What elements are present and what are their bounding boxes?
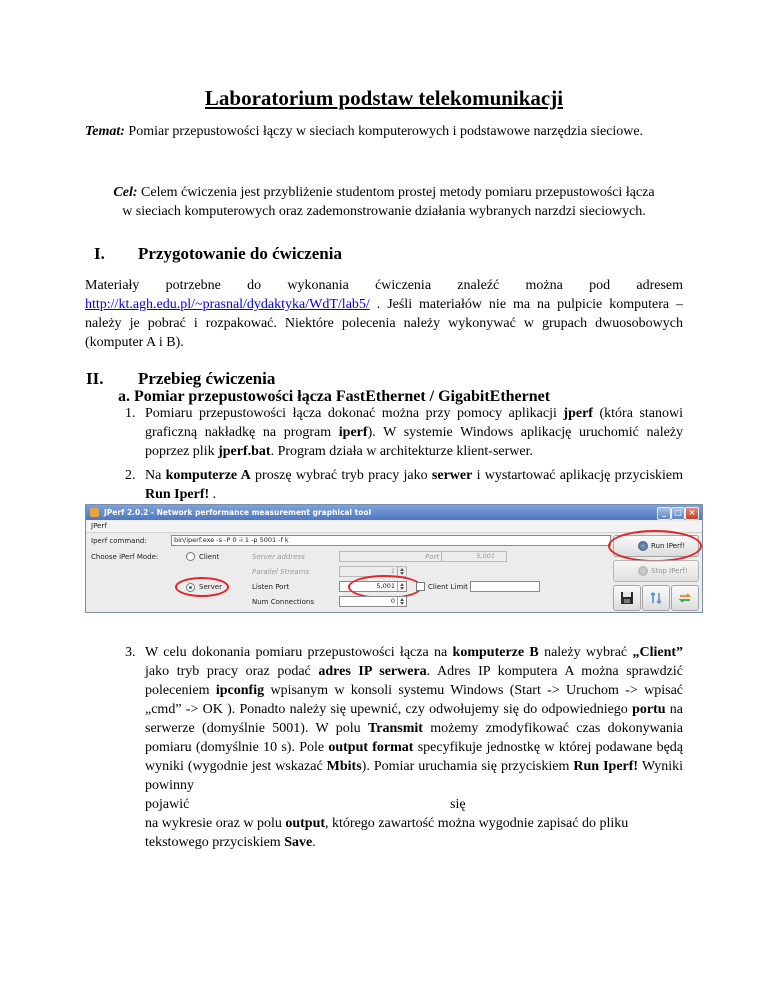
server-highlight-ring bbox=[175, 577, 229, 597]
section-1-title: Przygotowanie do ćwiczenia bbox=[138, 244, 342, 263]
client-radio[interactable] bbox=[186, 552, 195, 561]
item-3-text: W celu dokonania pomiaru przepustowości łącza na bbox=[145, 645, 448, 660]
parallel-streams-value: 1 bbox=[390, 567, 395, 575]
port-label: Port bbox=[425, 553, 440, 561]
maximize-icon[interactable]: □ bbox=[671, 507, 685, 520]
item-3-client: „Client” bbox=[632, 645, 684, 660]
item-3-run-iperf: Run Iperf! bbox=[573, 759, 639, 774]
item-2-server: serwer bbox=[431, 468, 473, 483]
num-connections-spinner-icon[interactable] bbox=[397, 597, 406, 606]
item-3-text: się bbox=[450, 797, 466, 812]
document-title: Laboratorium podstaw telekomunikacji bbox=[204, 86, 564, 110]
list-item-3 bbox=[125, 643, 684, 850]
item-3-text: specyfikuje jednostkę w której podawane będą wyniki (wygodnie jest wskazać bbox=[145, 740, 683, 774]
num-connections-value: 0 bbox=[390, 597, 395, 605]
jperf-window bbox=[85, 504, 703, 613]
item-3-text: . bbox=[312, 835, 316, 850]
client-port-field[interactable] bbox=[441, 551, 507, 562]
section-1-line-1: Materiały potrzebne do wykonania ćwiczenia znaleźć można pod adresem bbox=[85, 278, 683, 293]
section-1-number: I. bbox=[94, 244, 105, 263]
section-2-title: Przebieg ćwiczenia bbox=[138, 369, 276, 388]
parallel-streams-spinner-icon[interactable] bbox=[397, 567, 406, 576]
run-button-highlight-ring bbox=[608, 530, 702, 562]
item-3-output: output bbox=[285, 816, 326, 831]
client-limit-label: Client Limit bbox=[428, 583, 468, 591]
item-3-text: Wyniki powinny bbox=[145, 759, 684, 793]
materials-link[interactable]: http://kt.agh.edu.pl/~prasnal/dydaktyka/WdT/lab5/ bbox=[85, 297, 370, 312]
list-item-3-number: 3. bbox=[125, 645, 136, 660]
item-2-run-iperf: Run Iperf! bbox=[145, 487, 210, 502]
client-limit-checkbox[interactable] bbox=[416, 582, 425, 591]
item-3-text: , którego zawartość można wygodnie zapisać do pliku tekstowego przyciskiem bbox=[145, 816, 629, 850]
item-1-text: (która stanowi graficzną nakładkę na program bbox=[145, 406, 684, 440]
jperf-menubar bbox=[86, 521, 702, 533]
iperf-command-value: bin/iperf.exe -s -P 0 -i 1 -p 5001 -f k bbox=[174, 536, 289, 544]
transfer-icon bbox=[649, 591, 663, 605]
section-2-number: II. bbox=[86, 369, 104, 388]
list-item-2 bbox=[125, 466, 683, 506]
item-1-iperf: iperf bbox=[338, 425, 368, 440]
item-3-text: . Adres IP komputera A można sprawdzić poleceniem bbox=[145, 664, 683, 698]
item-1-text: ). W systemie Windows aplikację uruchomić należy poprzez plik bbox=[145, 425, 684, 459]
jperf-title-bar bbox=[86, 505, 702, 520]
client-limit-field[interactable] bbox=[470, 581, 540, 592]
item-3-text: na wykresie oraz w polu bbox=[145, 816, 282, 831]
section-1-paragraph bbox=[85, 276, 683, 352]
item-3-text: pojawić bbox=[145, 797, 190, 812]
item-3-server-ip: adres IP serwera bbox=[318, 664, 427, 679]
cel-text: Celem ćwiczenia jest przybliżenie studentom prostej metody pomiaru przepustowości łącza w sieciach komputerowych oraz zademonstrowanie działania wybranych narzdzi sieciowych. bbox=[122, 185, 655, 219]
item-3-port: portu bbox=[632, 702, 666, 717]
transfer-button[interactable] bbox=[642, 585, 670, 611]
item-1-jperf: jperf bbox=[563, 406, 593, 421]
item-3-transmit: Transmit bbox=[367, 721, 423, 736]
iperf-command-field[interactable] bbox=[171, 535, 611, 546]
listen-port-label: Listen Port bbox=[252, 583, 290, 591]
refresh-icon bbox=[678, 591, 692, 605]
num-connections-label: Num Connections bbox=[252, 598, 314, 606]
menu-jperf[interactable]: JPerf bbox=[91, 522, 107, 530]
item-2-text: Na bbox=[145, 468, 162, 483]
temat-text: Pomiar przepustowości łączy w sieciach komputerowych i podstawowe narzędzia sieciowe. bbox=[128, 124, 644, 139]
jperf-window-title: JPerf 2.0.2 - Network performance measurement graphical tool bbox=[104, 508, 372, 517]
list-item-2-number: 2. bbox=[125, 468, 136, 483]
item-2-text: i wystartować aplikację przyciskiem bbox=[476, 468, 684, 483]
item-3-computer-b: komputerze B bbox=[452, 645, 539, 660]
item-1-text: Pomiaru przepustowości łącza dokonać można przy pomocy aplikacji bbox=[145, 406, 557, 421]
item-3-text: możemy zmodyfikować czas dokonywania pomiaru (domyślnie 10 s). Pole bbox=[145, 721, 684, 755]
save-button[interactable] bbox=[613, 585, 641, 611]
item-2-text: . bbox=[212, 487, 217, 502]
subsection-a-title: a. Pomiar przepustowości łącza FastEthernet / GigabitEthernet bbox=[118, 388, 551, 405]
temat-label: Temat: bbox=[85, 124, 125, 139]
parallel-streams-label: Parallel Streams bbox=[252, 568, 310, 576]
stop-iperf-button[interactable] bbox=[613, 560, 699, 582]
minimize-icon[interactable]: _ bbox=[657, 507, 671, 520]
item-2-text: proszę wybrać tryb pracy jako bbox=[255, 468, 428, 483]
cel-paragraph bbox=[110, 183, 658, 221]
client-label: Client bbox=[199, 553, 220, 561]
client-port-value: 5,001 bbox=[476, 552, 495, 560]
mode-label: Choose iPerf Mode: bbox=[91, 553, 159, 561]
item-1-text: . Program działa w architekturze klient-serwer. bbox=[270, 444, 533, 459]
item-3-split-line bbox=[145, 795, 683, 814]
item-3-text: wpisanym w konsoli systemu Windows (Start -> Uruchom -> wpisać „cmd” -> OK ). Ponadto należy się upewnić, czy odwołujemy się do odpowiedniego bbox=[145, 683, 684, 717]
cel-label: Cel: bbox=[113, 185, 138, 200]
item-3-text: należy wybrać bbox=[544, 645, 628, 660]
list-item-1-number: 1. bbox=[125, 406, 136, 421]
refresh-button[interactable] bbox=[671, 585, 699, 611]
item-3-ipconfig: ipconfig bbox=[215, 683, 265, 698]
iperf-command-label: Iperf command: bbox=[91, 537, 147, 545]
stop-icon bbox=[638, 566, 648, 576]
server-address-label: Server address bbox=[252, 553, 305, 561]
item-3-output-format: output format bbox=[328, 740, 414, 755]
item-3-save: Save bbox=[284, 835, 313, 850]
listen-port-value: 5,001 bbox=[376, 582, 395, 590]
run-iperf-label: Run IPerf! bbox=[651, 542, 686, 550]
item-1-jperf-bat: jperf.bat bbox=[218, 444, 271, 459]
item-2-computer-a: komputerze A bbox=[165, 468, 251, 483]
num-connections-field[interactable] bbox=[339, 596, 407, 607]
item-3-text: ). Pomiar uruchamia się przyciskiem bbox=[361, 759, 570, 774]
save-icon bbox=[620, 591, 634, 605]
temat-paragraph bbox=[85, 122, 683, 141]
item-3-text: na serwerze (domyślnie 5001). W polu bbox=[145, 702, 683, 736]
server-label: Server bbox=[199, 583, 222, 591]
section-1-text-after: . Jeśli materiałów nie ma na pulpicie komputera – należy je pobrać i rozpakować. Niektóre polecenia należy wykonywać w grupach dwuosobowych (komputer A i B). bbox=[85, 297, 684, 350]
item-3-mbits: Mbits bbox=[326, 759, 362, 774]
close-icon[interactable]: × bbox=[685, 507, 699, 520]
stop-iperf-label: Stop IPerf! bbox=[651, 567, 688, 575]
item-3-text: jako tryb pracy oraz podać bbox=[145, 664, 311, 679]
jperf-logo-icon bbox=[90, 508, 99, 517]
